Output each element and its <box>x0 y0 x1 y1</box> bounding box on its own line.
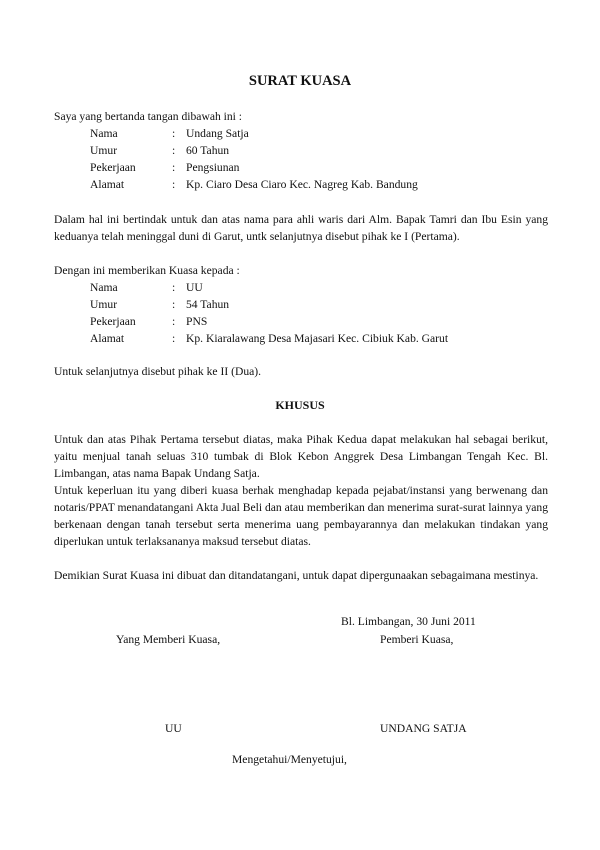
place-date: Bl. Limbangan, 30 Juni 2011 <box>341 615 476 628</box>
intro-text: Saya yang bertanda tangan dibawah ini : <box>54 110 243 123</box>
party2-row-address <box>90 330 448 347</box>
field-label: Alamat <box>90 332 125 345</box>
colon: : <box>172 315 176 328</box>
party1-row-name <box>90 125 418 142</box>
field-label: Nama <box>90 281 118 294</box>
document-title: SURAT KUASA <box>248 73 352 89</box>
give-power-text: Dengan ini memberikan Kuasa kepada : <box>54 264 240 277</box>
acting-paragraph: Dalam hal ini bertindak untuk dan atas nama para ahli waris dari Alm. Bapak Tamri dan Ibu Esin yang keduanya telah meninggal duni di Garut, untk selanjutnya disebut pihak ke I (Pertama). <box>54 213 548 243</box>
recipient-label: Yang Memberi Kuasa, <box>116 633 221 646</box>
field-value: Kp. Kiaralawang Desa Majasari Kec. Cibiuk Kab. Garut <box>186 332 449 345</box>
colon: : <box>172 298 176 311</box>
closing-paragraph: Demikian Surat Kuasa ini dibuat dan ditandatangani, untuk dapat dipergunaakan sebagaimana mestinya. <box>54 569 539 582</box>
field-label: Umur <box>90 144 118 157</box>
field-label: Alamat <box>90 178 125 191</box>
colon: : <box>172 178 176 191</box>
colon: : <box>172 127 176 140</box>
party2-identity-table <box>90 279 448 347</box>
colon: : <box>172 332 176 345</box>
recipient-signature-name: UU <box>165 722 182 735</box>
field-value: PNS <box>186 315 208 328</box>
party2-row-age <box>90 296 448 313</box>
field-value: UU <box>186 281 203 294</box>
field-label: Pekerjaan <box>90 161 136 174</box>
khusus-paragraph-1: Untuk dan atas Pihak Pertama tersebut diatas, maka Pihak Kedua dapat melakukan hal sebagai berikut, yaitu menjual tanah seluas 310 tumbak di Blok Kebon Anggrek Desa Limbangan Tengah Kec. Bl. Limbangan, atas nama Bapak Undang Satja. <box>54 433 548 480</box>
colon: : <box>172 281 176 294</box>
party2-note: Untuk selanjutnya disebut pihak ke II (Dua). <box>54 365 262 378</box>
grantor-label: Pemberi Kuasa, <box>380 633 454 646</box>
field-label: Nama <box>90 127 118 140</box>
grantor-signature-name: UNDANG SATJA <box>380 722 467 735</box>
field-value: Undang Satja <box>186 127 249 140</box>
party1-row-age <box>90 142 418 159</box>
field-value: Kp. Ciaro Desa Ciaro Kec. Nagreg Kab. Bandung <box>186 178 418 191</box>
party1-identity-table <box>90 125 418 193</box>
field-value: Pengsiunan <box>186 161 240 174</box>
khusus-paragraph-2: Untuk keperluan itu yang diberi kuasa berhak menghadap kepada pejabat/instansi yang berwenang dan notaris/PPAT menandatangani Akta Jual Beli dan atau memberikan dan menerima surat-surat lainnya yang berkenaan dengan tanah tersebut serta menerima uang pembayarannya dan melakukan tindakan yang diperlukan untuk terlaksananya maksud tersebut diatas. <box>54 484 548 548</box>
colon: : <box>172 144 176 157</box>
party1-row-address <box>90 176 418 193</box>
field-value: 60 Tahun <box>186 144 230 157</box>
field-label: Pekerjaan <box>90 315 136 328</box>
acknowledgement-label: Mengetahui/Menyetujui, <box>232 753 347 766</box>
field-label: Umur <box>90 298 118 311</box>
section-heading-khusus: KHUSUS <box>275 398 325 412</box>
field-value: 54 Tahun <box>186 298 230 311</box>
party2-row-name <box>90 279 448 296</box>
party1-row-job <box>90 159 418 176</box>
colon: : <box>172 161 176 174</box>
party2-row-job <box>90 313 448 330</box>
